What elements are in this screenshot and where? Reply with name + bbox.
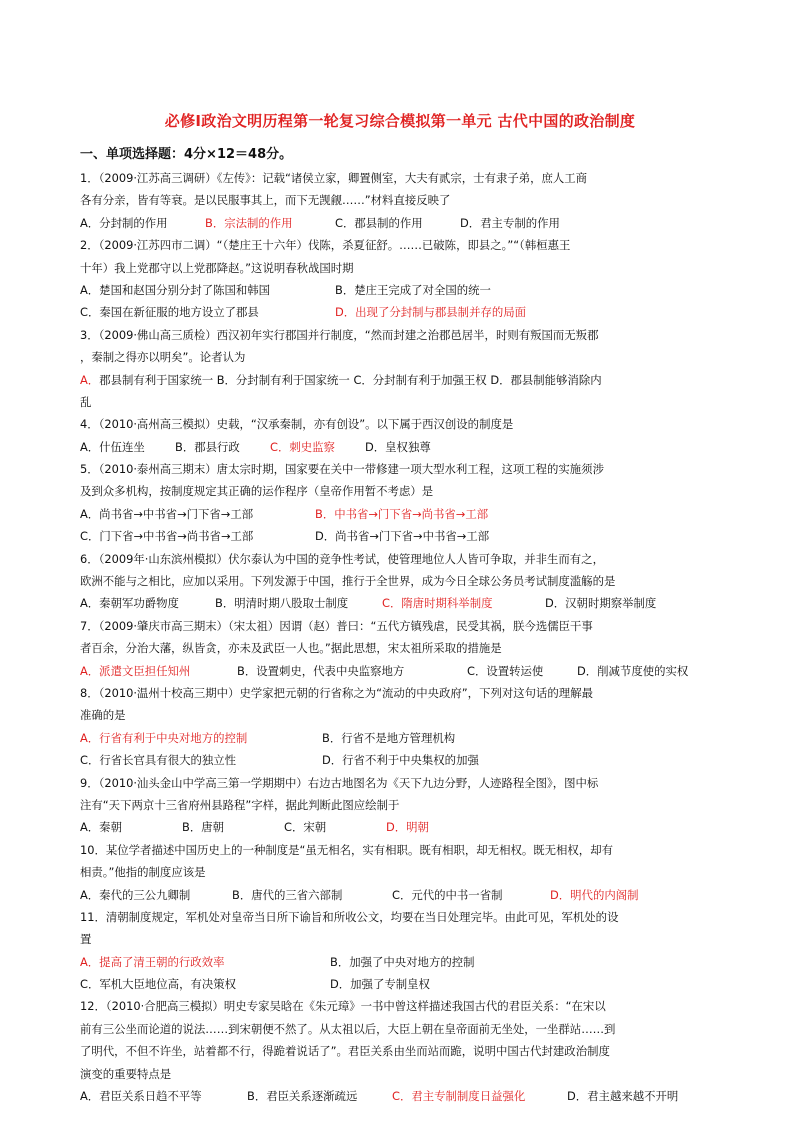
option: B．君臣关系逐渐疏远: [247, 1089, 358, 1104]
question-text-line: 9．（2010·汕头金山中学高三第一学期期中）右边古地图名为《天下九边分野，人迹路程全图》，图中标: [80, 775, 599, 790]
question-text-line: 6．（2009年·山东滨州模拟）伏尔泰认为中国的竞争性考试，使管理地位人人皆可争取，并非生而有之，: [80, 551, 604, 566]
question-text-line: 12．（2010·合肥高三模拟）明史专家吴晗在《朱元璋》一书中曾这样描述我国古代的君臣关系：“在宋以: [80, 999, 606, 1014]
answer-option: D．明代的内阁制: [550, 887, 639, 902]
answer-marker: A．: [80, 372, 100, 387]
answer-option: C．刺史监察: [270, 439, 335, 454]
option: C．元代的中书一省制: [392, 887, 503, 902]
document-title: 必修Ⅰ政治文明历程第一轮复习综合模拟第一单元 古代中国的政治制度: [164, 112, 636, 130]
option: D．汉朝时期察举制度: [545, 596, 657, 611]
question-text-line: 及到众多机构，按制度规定其正确的运作程序（皇帝作用暂不考虑）是: [80, 484, 434, 499]
option: B．明清时期八股取士制度: [215, 596, 349, 611]
answer-option: B．中书省→门下省→尚书省→工部: [315, 506, 489, 521]
question-text-line: 准确的是: [80, 708, 126, 723]
answer-option: A．提高了清王朝的行政效率: [80, 954, 225, 969]
option-line: [80, 436, 720, 458]
section-heading: 一、单项选择题：4分×12＝48分。: [80, 147, 293, 162]
question-text-line: 各有分亲，皆有等衰。是以民服事其上，而下无觊觎……”材料直接反映了: [80, 193, 451, 208]
option: A．君臣关系日趋不平等: [80, 1089, 202, 1104]
question-text-line: 相责。”他指的制度应该是: [80, 865, 206, 880]
answer-option: D．出现了分封制与郡县制并存的局面: [335, 305, 527, 320]
option: C．宋朝: [284, 820, 327, 835]
option-line: [80, 951, 720, 973]
question-text-line: 10．某位学者描述中国历史上的一种制度是“虽无相名，实有相职。既有相职，却无相权。既无相权，却有: [80, 842, 613, 857]
question-text-line: 前有三公坐而论道的说法……到宋朝便不然了。从太祖以后，大臣上朝在皇帝面前无坐处，一坐群站……到: [80, 1021, 616, 1036]
option: D．君主越来越不开明: [567, 1089, 679, 1104]
option-line: [80, 727, 720, 749]
question-text-line: ，秦制之得亦以明矣”。论者认为: [80, 350, 246, 365]
option: D．加强了专制皇权: [330, 977, 430, 992]
option-line: [80, 816, 720, 838]
question-text-line: 4．（2010·高州高三模拟）史载，“汉承秦制，亦有创设”。以下属于西汉创设的制度是: [80, 417, 514, 432]
option-line: [80, 212, 720, 234]
question-text-line: 1．（2009·江苏高三调研）《左传》：记载“诸侯立家，卿置侧室，大夫有贰宗，士有隶子弟，庶人工商: [80, 171, 588, 185]
option: D．皇权独尊: [365, 439, 431, 454]
option: D．行省不利于中央集权的加强: [322, 753, 479, 768]
question-text-line: 者百余，分治大藩，纵皆贪，亦未及武臣一人也。”据此思想，宋太祖所采取的措施是: [80, 641, 502, 656]
option: B．唐代的三省六部制: [232, 887, 343, 902]
option-line: [80, 592, 720, 614]
question-text-line: 欧洲不能与之相比，应加以采用。下列发源于中国，推行于全世界，成为今日全球公务员考试制度滥觞的是: [80, 574, 616, 589]
option-line: [80, 749, 720, 771]
option: B．唐朝: [182, 820, 224, 835]
question-text-line: 11．清朝制度规定，军机处对皇帝当日所下谕旨和所收公文，均要在当日处理完毕。由此可见，军机处的设: [80, 909, 619, 924]
option: B．加强了中央对地方的控制: [330, 954, 475, 969]
option: A．秦朝: [80, 820, 122, 835]
question-text-line: 8．（2010·温州十校高三期中）史学家把元朝的行省称之为“流动的中央政府”，下列对这句话的理解最: [80, 685, 593, 700]
option: A．分封制的作用: [80, 215, 168, 230]
answer-option: B．宗法制的作用: [205, 215, 293, 230]
question-text-line: 演变的重要特点是: [80, 1066, 172, 1081]
option: C．秦国在新征服的地方设立了郡县: [80, 305, 259, 320]
question-text-line: 了明代，不但不许坐，站着都不行，得跪着说话了”。君臣关系由坐而站而跪，说明中国古代封建政治制度: [80, 1044, 610, 1059]
option: A．尚书省→中书省→门下省→工部: [80, 506, 254, 521]
option: B．楚庄王完成了对全国的统一: [335, 282, 491, 297]
option: D．尚书省→门下省→中书省→工部: [315, 529, 490, 544]
option: C．门下省→中书省→尚书省→工部: [80, 529, 254, 544]
question-text-line: 2．（2009·江苏四市二调）“（楚庄王十六年）伐陈，杀夏征舒。……已破陈，即县之。”“（韩桓惠王: [80, 238, 571, 253]
option: D．削减节度使的实权: [577, 663, 689, 678]
option: A．楚国和赵国分别分封了陈国和韩国: [80, 282, 271, 297]
option: A．什伍连坐: [80, 439, 145, 454]
answer-option: C．隋唐时期科举制度: [382, 596, 493, 611]
option-line: [80, 301, 720, 323]
question-text-line: 乱: [80, 394, 92, 409]
option: A．秦朝军功爵物度: [80, 596, 179, 611]
answer-option: C．君主专制制度日益强化: [392, 1089, 526, 1104]
option: B．行省不是地方管理机构: [322, 730, 456, 745]
option: C．郡县制的作用: [335, 215, 423, 230]
answer-option: D．明朝: [386, 820, 429, 835]
option-line: [80, 525, 720, 547]
question-text-line: 注有“天下两京十三省府州县路程”字样，据此判断此图应绘制于: [80, 797, 400, 812]
option: C．设置转运使: [467, 663, 544, 678]
question-text-line: 7．（2009·肇庆市高三期末）（宋太祖）因谓（赵）普曰：“五代方镇残虐，民受其祸，朕今选儒臣干事: [80, 618, 593, 633]
option-line: [80, 973, 720, 995]
option-line: [80, 884, 720, 906]
option-line: [80, 279, 720, 301]
option: B．设置刺史，代表中央监察地方: [237, 663, 405, 678]
option-line: [80, 660, 720, 682]
question-text-line: 十年）我上党郡守以上党郡降赵。”这说明春秋战国时期: [80, 260, 354, 275]
option: C．军机大臣地位高，有决策权: [80, 977, 237, 992]
option-line: [80, 503, 720, 525]
question-text-line: 3．（2009·佛山高三质检）西汉初年实行郡国并行制度，“然而封建之治郡邑居半，时则有叛国而无叛郡: [80, 327, 599, 342]
question-list: [80, 167, 720, 1107]
option-line: [80, 369, 720, 391]
question-text-line: 置: [80, 932, 92, 947]
option-line: [80, 1085, 720, 1107]
option: D．君主专制的作用: [460, 215, 560, 230]
answer-option: A．行省有利于中央对地方的控制: [80, 730, 248, 745]
option: C．行省长官具有很大的独立性: [80, 753, 237, 768]
option-text: 郡县制有利于国家统一 B．分封制有利于国家统一 C．分封制有利于加强王权 D．郡县制能够消除内: [99, 372, 602, 387]
question-text-line: 5．（2010·泰州高三期末）唐太宗时期，国家要在关中一带修建一项大型水利工程，这项工程的实施须涉: [80, 462, 604, 477]
answer-option: A．派遣文臣担任知州: [80, 663, 191, 678]
option: A．秦代的三公九卿制: [80, 887, 191, 902]
option: B．郡县行政: [175, 439, 240, 454]
